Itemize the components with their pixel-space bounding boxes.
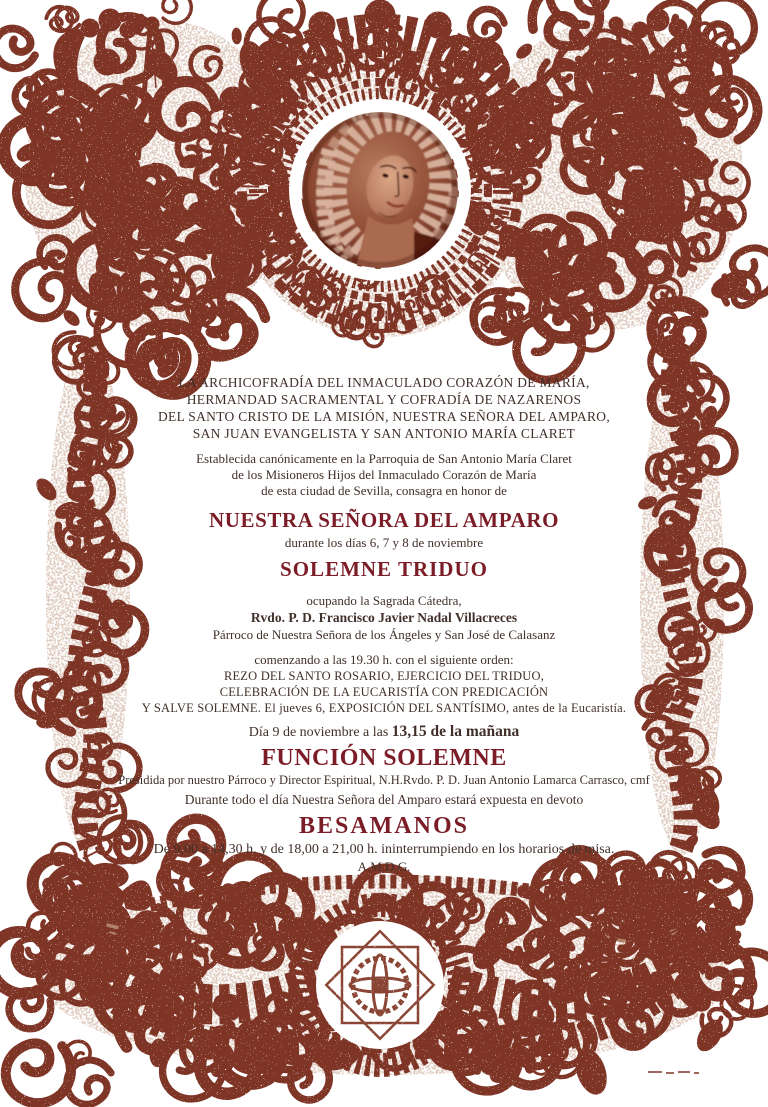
establishment-line: de los Misioneros Hijos del Inmaculado Corazón de María bbox=[231, 467, 537, 482]
announcement-text-block bbox=[64, 374, 704, 875]
funcion-date-time: 13,15 de la mañana bbox=[391, 723, 520, 740]
besamanos-intro-line: Durante todo el día Nuestra Señora del Amparo estará expuesta en devoto bbox=[184, 792, 584, 807]
brotherhood-title-line: DEL SANTO CRISTO DE LA MISIÓN, NUESTRA SEÑORA DEL AMPARO, bbox=[157, 409, 611, 424]
brotherhood-title-line: HERMANDAD SACRAMENTAL Y COFRADÍA DE NAZARENOS bbox=[186, 392, 582, 407]
catedra-line: ocupando la Sagrada Cátedra, bbox=[306, 593, 462, 608]
amdg-closing: A.M.D.G. bbox=[357, 859, 411, 874]
order-intro-line: comenzando a las 19.30 h. con el siguiente orden: bbox=[254, 652, 514, 667]
presiding-line: Presidida por nuestro Párroco y Director Espiritual, N.H.Rvdo. P. D. Juan Antonio Lamarca Carrasco, cmf bbox=[118, 773, 650, 787]
engraver-signature-mark bbox=[648, 1071, 699, 1074]
order-line: REZO DEL SANTO ROSARIO, EJERCICIO DEL TRIDUO, bbox=[223, 669, 545, 683]
cross-star-emblem bbox=[326, 931, 433, 1038]
triduo-heading: SOLEMNE TRIDUO bbox=[280, 557, 488, 581]
brotherhood-title-line: SAN JUAN EVANGELISTA Y SAN ANTONIO MARÍA CLARET bbox=[192, 426, 576, 441]
preacher-name: Rvdo. P. D. Francisco Javier Nadal Villacreces bbox=[250, 610, 518, 625]
establishment-paragraph bbox=[64, 451, 704, 499]
funcion-date-prefix: Día 9 de noviembre a las bbox=[248, 725, 392, 740]
besamanos-heading: BESAMANOS bbox=[298, 813, 470, 839]
establishment-line: Establecida canónicamente en la Parroquia de San Antonio María Claret bbox=[196, 451, 572, 466]
brotherhood-title-line: LA ARCHICOFRADÍA DEL INMACULADO CORAZÓN DE MARÍA, bbox=[178, 375, 590, 390]
preacher-role: Párroco de Nuestra Señora de los Ángeles y San José de Calasanz bbox=[212, 627, 556, 642]
triduo-dates: durante los días 6, 7 y 8 de noviembre bbox=[284, 535, 484, 550]
funcion-heading: FUNCIÓN SOLEMNE bbox=[261, 745, 507, 771]
order-line: Y SALVE SOLEMNE. El jueves 6, EXPOSICIÓN DEL SANTÍSIMO, antes de la Eucaristía. bbox=[141, 701, 627, 715]
order-line: CELEBRACIÓN DE LA EUCARISTÍA CON PREDICACIÓN bbox=[219, 685, 549, 699]
titular-heading: NUESTRA SEÑORA DEL AMPARO bbox=[208, 508, 560, 532]
besamanos-schedule: De 9,00 a 14,30 h. y de 18,00 a 21,00 h. ininterrumpiendo en los horarios de misa. bbox=[153, 842, 615, 857]
funcion-date-line bbox=[64, 722, 704, 743]
establishment-line: de esta ciudad de Sevilla, consagra en honor de bbox=[261, 483, 507, 498]
